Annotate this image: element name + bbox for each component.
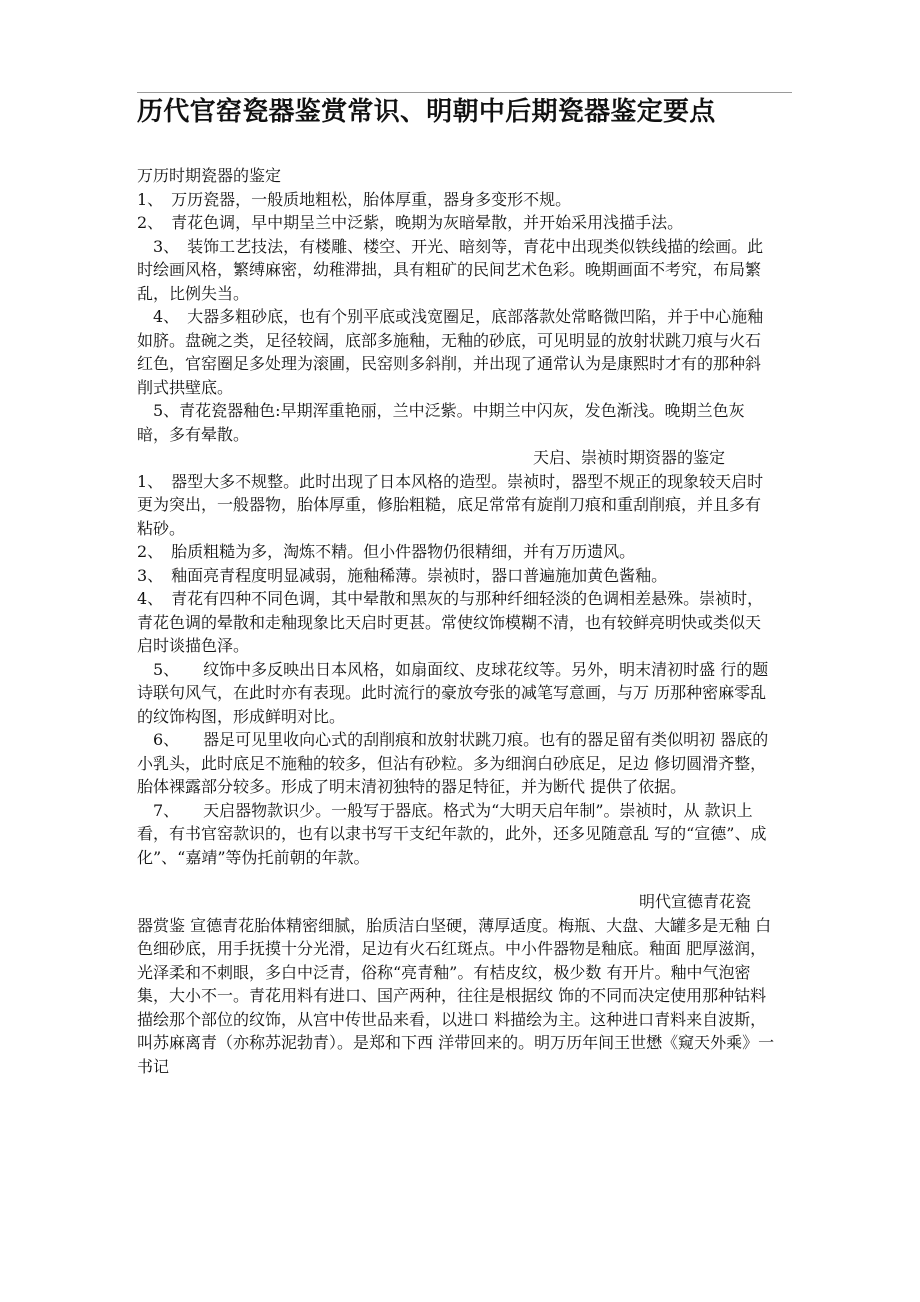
paragraph: 6、 器足可见里收向心式的刮削痕和放射状跳刀痕。也有的器足留有类似明初 器底的小乳头，此时底足不施釉的较多，但沾有砂粒。多为细润白砂底足，足边 修切圆滑齐整，胎体裸露部分较多。形成了明末清初独特的器足特征，并为断代 提供了依据。 <box>137 730 769 796</box>
section-heading-wanli: 万历时期瓷器的鉴定 <box>137 166 282 185</box>
paragraph: 3、 装饰工艺技法，有楼雕、楼空、开光、暗刻等，青花中出现类似铁线描的绘画。此时绘画风格，繁缚麻密，幼稚滞拙，具有粗矿的民间艺术色彩。晚期画面不考究，布局繁乱，比例失当。 <box>137 236 764 303</box>
paragraph: 1、 器型大多不规整。此时出现了日本风格的造型。崇祯时，器型不规正的现象较天启时更为突出，一般器物，胎体厚重，修胎粗糙，底足常常有旋削刀痕和重刮削痕，并且多有粘砂。 <box>137 471 764 538</box>
paragraph: 4、 大器多粗砂底，也有个别平底或浅宽圈足，底部落款处常略微凹陷，并于中心施釉如脐。盘碗之类，足径较阔，底部多施釉，无釉的砂底，可见明显的放射状跳刀痕与火石红色，官窑圈足多处理为滚圃，民窑则多斜削，并出现了通常认为是康熙时才有的那种斜削式拱壁底。 <box>137 307 764 397</box>
paragraph: 2、 青花色调，早中期呈兰中泛紫，晚期为灰暗晕散，并开始采用浅描手法。 <box>137 213 684 232</box>
section-heading-tianqi: 天启、崇祯时期资器的鉴定 <box>533 448 726 467</box>
paragraph: 5、 纹饰中多反映出日本风格，如扇面纹、皮球花纹等。另外，明末清初时盛 行的题诗联句风气，在此时亦有表现。此时流行的豪放夸张的减笔写意画，与万 历那种密麻零乱的纹饰构图，形成鲜明对比。 <box>137 659 769 726</box>
document-body <box>137 164 775 1078</box>
section-heading-xuande: 明代宣德青花瓷 <box>639 892 752 911</box>
paragraph: 2、 胎质粗糙为多，淘炼不精。但小件器物仍很精细，并有万历遗风。 <box>137 542 636 561</box>
document-title: 历代官窑瓷器鉴赏常识、明朝中后期瓷器鉴定要点 <box>137 97 716 127</box>
paragraph: 5、青花瓷器釉色:早期浑重艳丽，兰中泛紫。中期兰中闪灰，发色渐浅。晚期兰色灰暗，多有晕散。 <box>137 401 745 444</box>
paragraph: 1、 万历瓷器，一般质地粗松，胎体厚重，器身多变形不规。 <box>137 189 572 209</box>
paragraph: 3、 釉面亮青程度明显减弱，施釉稀薄。崇祯时，器口普遍施加黄色酱釉。 <box>137 565 668 585</box>
paragraph: 4、 青花有四种不同色调，其中晕散和黑灰的与那种纤细轻淡的色调相差悬殊。崇祯时，青花色调的晕散和走釉现象比天启时更甚。常使纹饰模糊不清，也有较鲜亮明快或类似天启时谈描色泽。 <box>137 589 764 655</box>
paragraph: 7、 天启器物款识少。一般写于器底。格式为“大明天启年制”。崇祯时，从 款识上看，有书官窑款识的，也有以隶书写干支纪年款的，此外，还多见随意乱 写的“宣德”、成化”、“嘉靖”等伪托前朝的年款。 <box>137 800 767 867</box>
paragraph: 器赏鉴 宣德青花胎体精密细腻，胎质洁白坚硬，薄厚适度。梅瓶、大盘、大罐多是无釉 白色细砂底，用手抚摸十分光滑，足边有火石红斑点。中小件器物是釉底。釉面 肥厚滋润，光泽柔和不刺眼，多白中泛青，俗称“亮青釉”。有桔皮纹，极少数 有开片。釉中气泡密集，大小不一。青花用料有进口、国产两种，往往是根据纹 饰的不同而决定使用那种钴料描绘那个部位的纹饰，从宫中传世品来看，以进口 料描绘为主。这种进口青料来自波斯，叫苏麻离青（亦称苏泥勃青）。是郑和下西 洋带回来的。明万历年间王世懋《窥天外乘》一书记 <box>137 915 775 1076</box>
